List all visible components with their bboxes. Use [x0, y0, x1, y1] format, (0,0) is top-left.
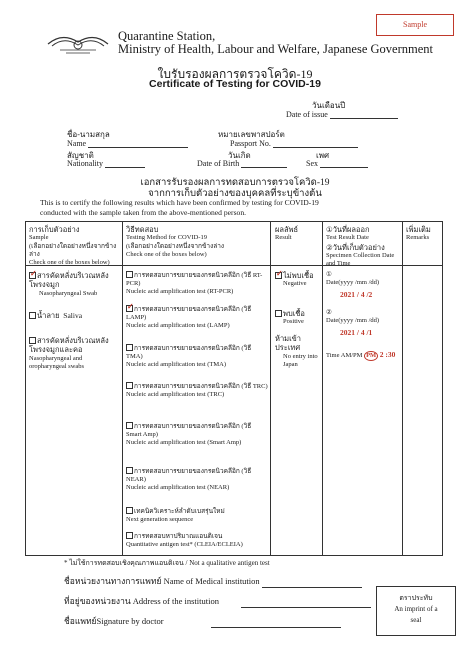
- checkbox-icon[interactable]: [275, 310, 282, 317]
- sample-option-1[interactable]: น้ำลาย Saliva: [29, 311, 121, 320]
- method-option-2[interactable]: การทดสอบการขยายของกรดนิวคลีอิก (วิธี TMA) Nucleic acid amplification test (TMA): [126, 345, 252, 369]
- method-option-3[interactable]: การทดสอบการขยายของกรดนิวคลีอิก (วิธี TRC) Nucleic acid amplification test (TRC): [126, 383, 268, 399]
- method-option-0[interactable]: การทดสอบการขยายของกรดนิวคลีอิก (วิธี RT-PCR) Nucleic acid amplification test (RT-PCR): [126, 272, 263, 296]
- footnote: * ไม่ใช้การทดสอบเชิงคุณภาพแอนติเจน / Not a qualitative antigen test: [64, 559, 270, 567]
- result-option-2[interactable]: ห้ามเข้าประเทศ No entry into Japan: [275, 334, 318, 368]
- method-option-1[interactable]: ✓การทดสอบการขยายของกรดนิวคลีอิก (วิธี LAMP) Nucleic acid amplification test (LAMP): [126, 305, 268, 330]
- sex-field: Sex: [306, 159, 368, 168]
- collection-time: Time AM/PM PM 2 :30: [326, 350, 400, 361]
- results-table: [25, 221, 443, 556]
- doctor-signature-field: ชื่อแพทย์Signature by doctor: [64, 614, 341, 628]
- header-result: ผลลัพธ์ Result: [275, 225, 299, 242]
- certify-thai-1: เอกสารรับรองผลการทดสอบการตรวจโควิด-19: [140, 178, 330, 188]
- checkbox-checked-icon[interactable]: [275, 272, 282, 279]
- collection-time-value: 2 :30: [379, 350, 396, 359]
- sex-label-thai: เพศ: [316, 151, 330, 160]
- dob-label-thai: วันเกิด: [228, 151, 251, 160]
- quarantine-logo: [46, 30, 110, 56]
- checkbox-icon[interactable]: [126, 467, 133, 474]
- checkbox-icon[interactable]: [126, 532, 133, 539]
- certify-english-1: This is to certify the following results which have been confirmed by testing for COVID-19: [40, 198, 319, 207]
- seal-box: ตราประทับ An imprint of a seal: [376, 586, 456, 636]
- collection-date: ② Date(yyyy /mm /dd) 2021 / 4 /1: [326, 309, 400, 338]
- checkbox-checked-icon[interactable]: [126, 305, 133, 312]
- header-remarks: เพิ่มเติม Remarks: [406, 225, 431, 242]
- checkbox-icon[interactable]: [29, 312, 36, 319]
- title-thai: ใบรับรองผลการตรวจโควิด-19: [157, 67, 313, 81]
- header-date: ①วันที่ผลออก Test Result Date ②วันที่เก็บตัวอย่าง Specimen Collection Date and Time: [326, 225, 395, 267]
- passport-field: Passport No.: [230, 139, 358, 148]
- checkbox-icon[interactable]: [126, 382, 133, 389]
- name-field: Name: [67, 139, 188, 148]
- checkbox-icon[interactable]: [126, 271, 133, 278]
- org-line-2: Ministry of Health, Labour and Welfare, Japanese Government: [118, 42, 433, 56]
- checkbox-icon[interactable]: [126, 507, 133, 514]
- test-result-date: ① Date(yyyy /mm /dd) 2021 / 4 /2: [326, 271, 400, 300]
- checkbox-icon[interactable]: [126, 422, 133, 429]
- checkbox-icon[interactable]: [29, 337, 36, 344]
- institution-name-field: ชื่อหน่วยงานทางการแพทย์ Name of Medical institution: [64, 574, 362, 588]
- sample-stamp: Sample: [376, 14, 454, 36]
- org-line-1: Quarantine Station,: [118, 29, 216, 43]
- result-option-1[interactable]: พบเชื้อ Positive: [275, 309, 321, 327]
- header-method: วิธีทดสอบ Testing Method for COVID-19 (เลือกอย่างใดอย่างหนึ่งจากข้างล่าง Check one of the boxes below): [126, 225, 225, 258]
- title-english: Certificate of Testing for COVID-19: [149, 78, 321, 90]
- issue-date-thai: วันเดือนปี: [312, 101, 346, 110]
- header-sample: การเก็บตัวอย่าง Sample (เลือกอย่างใดอย่างหนึ่งจากข้างล่าง Check one of the boxes below): [29, 225, 117, 266]
- sample-option-2[interactable]: สารคัดหลั่งบริเวณหลังโพรงจมูกและคอ Nasopharyngeal and oropharyngeal swabs: [29, 336, 109, 370]
- institution-address-field: ที่อยู่ของหน่วยงาน Address of the institution: [64, 594, 371, 608]
- method-option-6[interactable]: เทคนิควิเคราะห์ลำดับเบสรุ่นใหม่ Next generation sequence: [126, 508, 225, 524]
- method-option-7[interactable]: การทดสอบหาปริมาณแอนติเจน Quantitative antigen test* (CLEIA/ECLEIA): [126, 533, 243, 549]
- passport-label-thai: หมายเลขพาสปอร์ต: [218, 130, 285, 139]
- issue-date-label: Date of issue: [286, 110, 398, 119]
- test-result-date-value: 2021 / 4 /2: [340, 290, 373, 300]
- certify-english-2: conducted with the sample taken from the above-mentioned person.: [40, 208, 247, 217]
- checkbox-checked-icon[interactable]: [29, 272, 36, 279]
- name-label-thai: ชื่อ-นามสกุล: [67, 130, 110, 139]
- collection-date-value: 2021 / 4 /1: [340, 328, 373, 338]
- result-option-0[interactable]: ✓ไม่พบเชื้อ Negative: [275, 271, 321, 289]
- dob-field: Date of Birth: [197, 159, 287, 168]
- method-option-5[interactable]: การทดสอบการขยายของกรดนิวคลีอิก (วิธี NEAR) Nucleic acid amplification test (NEAR): [126, 468, 252, 492]
- nationality-label-thai: สัญชาติ: [67, 151, 94, 160]
- checkbox-icon[interactable]: [126, 344, 133, 351]
- nationality-field: Nationality: [67, 159, 145, 168]
- sample-option-0[interactable]: ✓สารคัดหลั่งบริเวณหลังโพรงจมูก Nasopharyngeal Swab: [29, 271, 121, 298]
- method-option-4[interactable]: การทดสอบการขยายของกรดนิวคลีอิก (วิธี Smart Amp) Nucleic acid amplification test (Smart Amp): [126, 423, 252, 447]
- certify-thai-2: จากการเก็บตัวอย่างของบุคคลที่ระบุข้างต้น: [148, 189, 322, 199]
- pm-circle-mark: PM: [364, 351, 378, 361]
